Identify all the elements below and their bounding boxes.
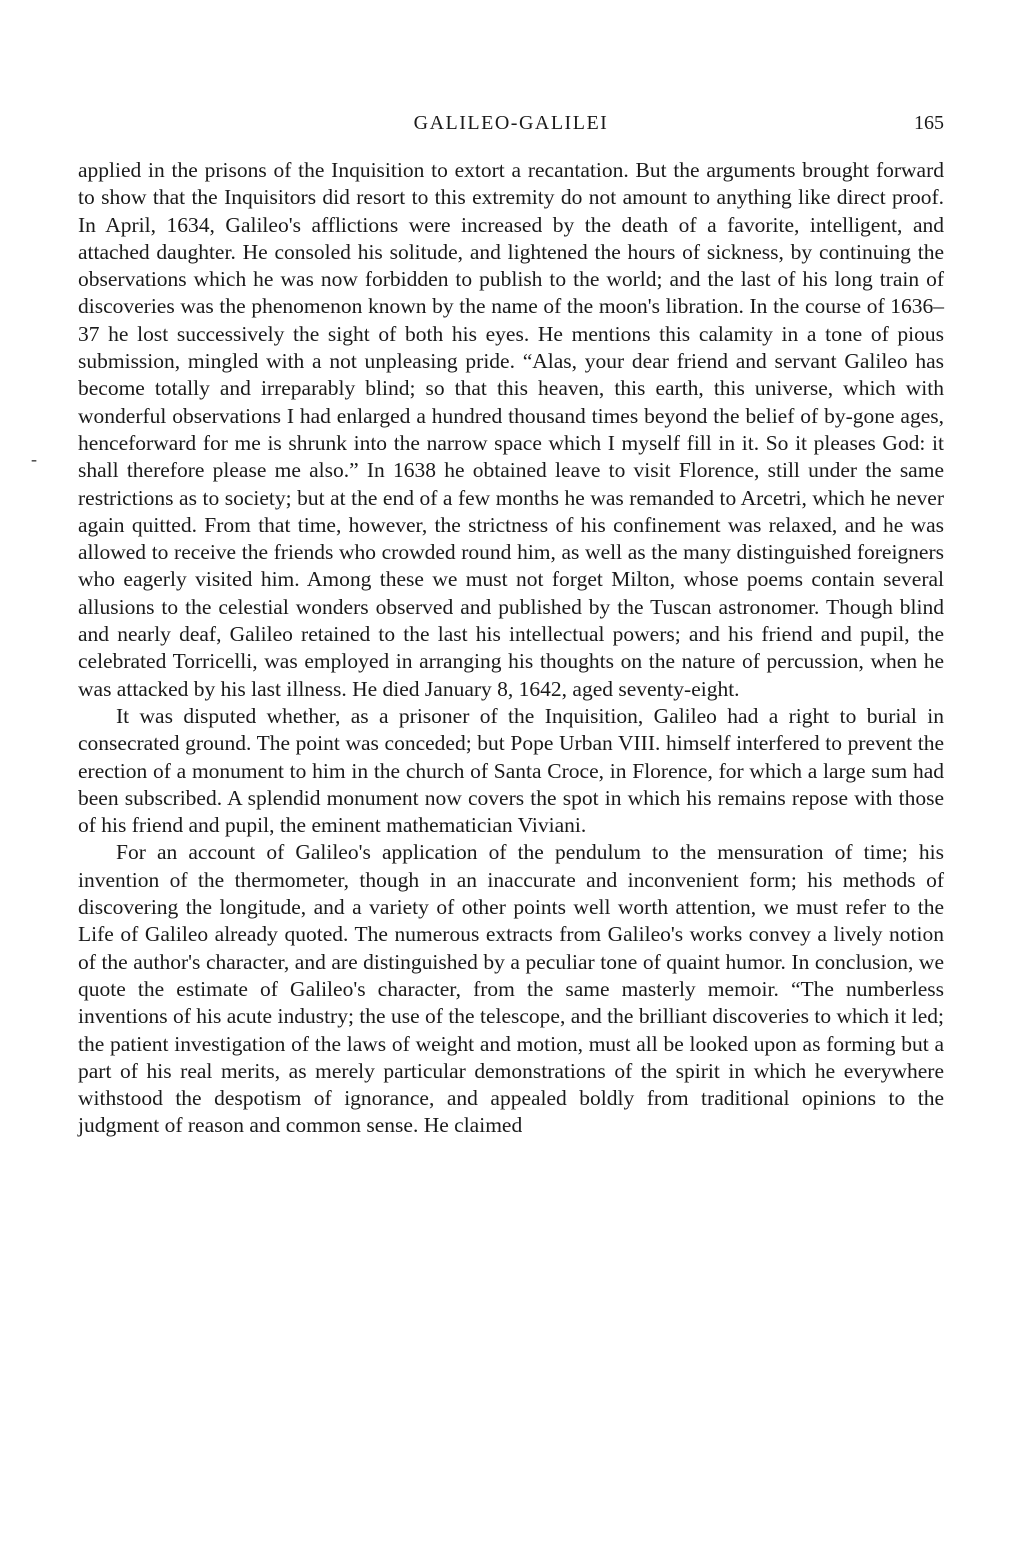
- paragraph-1: applied in the prisons of the Inquisition to extort a recantation. But the arguments brought forward to show that the Inquisitors did resort to this extremity do not amount to anything like direct proof. In April, 1634, Galileo's afflictions were increased by the death of a favorite, intelligent, and attached daughter. He consoled his solitude, and lightened the hours of sickness, by continuing the observations which he was now forbidden to publish to the world; and the last of his long train of discoveries was the phenomenon known by the name of the moon's libration. In the course of 1636–37 he lost successively the sight of both his eyes. He mentions this calamity in a tone of pious submission, mingled with a not unpleasing pride. “Alas, your dear friend and servant Galileo has become totally and irreparably blind; so that this heaven, this earth, this universe, which with wonderful observations I had enlarged a hundred thousand times beyond the belief of by-gone ages, henceforward for me is shrunk into the narrow space which I myself fill in it. So it pleases God: it shall therefore please me also.” In 1638 he obtained leave to visit Florence, still under the same restrictions as to society; but at the end of a few months he was remanded to Arcetri, which he never again quitted. From that time, however, the strictness of his confinement was relaxed, and he was allowed to receive the friends who crowded round him, as well as the many distinguished foreigners who eagerly visited him. Among these we must not forget Milton, whose poems contain several allusions to the celestial wonders observed and published by the Tuscan astronomer. Though blind and nearly deaf, Galileo retained to the last his intellectual powers; and his friend and pupil, the celebrated Torricelli, was employed in arranging his thoughts on the nature of percussion, when he was attacked by his last illness. He died January 8, 1642, aged seventy-eight.: [78, 158, 944, 701]
- running-head: [78, 112, 944, 142]
- page-number: 165: [914, 112, 944, 134]
- paragraph-2: It was disputed whether, as a prisoner of the Inquisition, Galileo had a right to burial in consecrated ground. The point was conceded; but Pope Urban VIII. himself interfered to prevent the erection of a monument to him in the church of Santa Croce, in Florence, for which a large sum had been subscribed. A splendid monument now covers the spot in which his remains repose with those of his friend and pupil, the eminent mathematician Viviani.: [78, 703, 944, 838]
- body-text: [78, 157, 944, 1140]
- margin-mark: -: [31, 449, 37, 469]
- running-title: GALILEO-GALILEI: [413, 112, 609, 134]
- paragraph-3: For an account of Galileo's application of the pendulum to the mensuration of time; his invention of the thermometer, though in an inaccurate and inconvenient form; his methods of discovering the longitude, and a variety of other points well worth attention, we must refer to the Life of Galileo already quoted. The numerous extracts from Galileo's works convey a lively notion of the author's character, and are distinguished by a peculiar tone of quaint humor. In conclusion, we quote the estimate of Galileo's character, from the same masterly memoir. “The numberless inventions of his acute industry; the use of the telescope, and the brilliant discoveries to which it led; the patient investigation of the laws of weight and motion, must all be looked upon as forming but a part of his real merits, as merely particular demonstrations of the spirit in which he everywhere withstood the despotism of ignorance, and appealed boldly from traditional opinions to the judgment of reason and common sense. He claimed: [78, 840, 944, 1138]
